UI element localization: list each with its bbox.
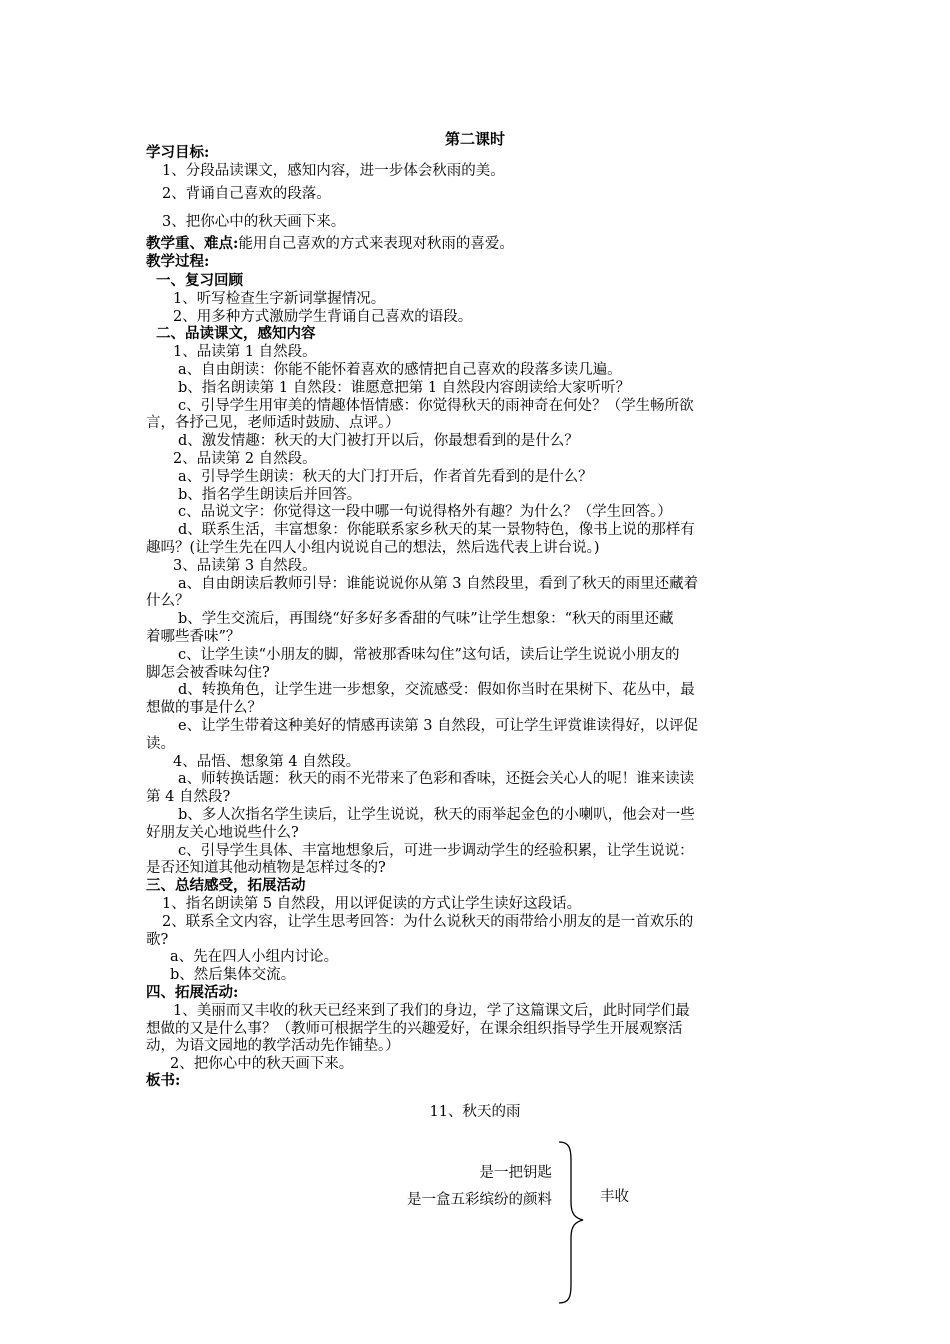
body-line: 4、品悟、想象第 4 自然段。 — [173, 754, 361, 770]
section-2-heading: 二、品读课文，感知内容 — [156, 325, 316, 342]
board-item-key: 是一把钥匙 — [479, 1165, 552, 1181]
board-item-paint: 是一盒五彩缤纷的颜料 — [407, 1192, 552, 1208]
body-line: a、引导学生朗读：秋天的大门打开后，作者首先看到的是什么？ — [178, 469, 593, 485]
objectives-heading: 学习目标: — [146, 144, 210, 161]
body-line: 脚怎会被香味勾住? — [146, 665, 270, 681]
body-line: a、师转换话题：秋天的雨不光带来了色彩和香味，还挺会关心人的呢！谁来读读 — [178, 771, 695, 787]
body-line: d、激发情趣：秋天的大门被打开以后，你最想看到的是什么？ — [178, 433, 579, 449]
body-line: a、先在四人小组内讨论。 — [170, 949, 339, 965]
body-line: d、联系生活，丰富想象：你能联系家乡秋天的某一景物特色，像书上说的那样有 — [178, 522, 695, 538]
body-line: 什么？ — [146, 593, 190, 609]
body-line: b、多人次指名学生读后，让学生说说，秋天的雨举起金色的小喇叭，他会对一些 — [178, 807, 695, 823]
body-line: 2、联系全文内容，让学生思考回答：为什么说秋天的雨带给小朋友的是一首欢乐的 — [162, 914, 694, 930]
body-line: b、学生交流后，再围绕“好多好多香甜的气味”让学生想象：“秋天的雨里还藏 — [178, 611, 674, 627]
body-line: 2、把你心中的秋天画下来。 — [170, 1056, 354, 1072]
body-line: 言，各抒己见，老师适时鼓励、点评。） — [146, 415, 400, 431]
body-line: b、然后集体交流。 — [170, 967, 296, 983]
body-line: 2、品读第 2 自然段。 — [173, 451, 317, 467]
body-line: 好朋友关心地说些什么? — [146, 825, 299, 841]
objective-2: 2、背诵自己喜欢的段落。 — [162, 186, 331, 202]
board-title: 11、秋天的雨 — [429, 1104, 521, 1120]
body-line: 歌? — [146, 932, 169, 948]
objective-1: 1、分段品读课文，感知内容，进一步体会秋雨的美。 — [162, 163, 505, 179]
body-line: 3、品读第 3 自然段。 — [173, 558, 317, 574]
section-4-heading: 四、拓展活动: — [146, 984, 239, 1001]
key-points — [146, 235, 514, 253]
body-line: 1、听写检查生字新词掌握情况。 — [173, 291, 386, 307]
body-line: a、自由朗读后教师引导：谁能说说你从第 3 自然段里，看到了秋天的雨里还藏着 — [178, 576, 699, 592]
body-line: a、自由朗读：你能不能怀着喜欢的感情把自己喜欢的段落多读几遍。 — [178, 362, 622, 378]
board-heading: 板书: — [146, 1072, 181, 1089]
body-line: 1、品读第 1 自然段。 — [173, 344, 317, 360]
body-line: 着哪些香味”？ — [146, 629, 241, 645]
body-line: b、指名朗读第 1 自然段：谁愿意把第 1 自然段内容朗读给大家听听？ — [178, 380, 631, 396]
body-line: b、指名学生朗读后并回答。 — [178, 487, 362, 503]
body-line: 1、美丽而又丰收的秋天已经来到了我们的身边，学了这篇课文后，此时同学们最 — [173, 1003, 690, 1019]
body-line: 是否还知道其他动植物是怎样过冬的? — [146, 860, 386, 876]
body-line: c、引导学生具体、丰富地想象后，可进一步调动学生的经验积累，让学生说说： — [178, 843, 694, 859]
body-line: 想做的又是什么事？（教师可根据学生的兴趣爱好，在课余组织指导学生开展观察活 — [146, 1021, 683, 1037]
section-1-heading: 一、复习回顾 — [156, 272, 243, 289]
process-heading: 教学过程: — [146, 253, 210, 270]
key-heading: 教学重、难点: — [146, 235, 239, 252]
board-harvest: 丰收 — [600, 1189, 629, 1205]
lesson-title: 第二课时 — [444, 130, 505, 148]
body-line: c、引导学生用审美的情趣体悟情感：你觉得秋天的雨神奇在何处？（学生畅所欲 — [178, 398, 694, 414]
body-line: 趣吗？(让学生先在四人小组内说说自己的想法，然后选代表上讲台说。) — [146, 540, 600, 556]
key-text: 能用自己喜欢的方式来表现对秋雨的喜爱。 — [238, 236, 514, 252]
body-line: 1、指名朗读第 5 自然段，用以评促读的方式让学生读好这段话。 — [162, 896, 582, 912]
body-line: 第 4 自然段? — [146, 789, 231, 805]
objective-3: 3、把你心中的秋天画下来。 — [162, 214, 346, 230]
body-line: 2、用多种方式激励学生背诵自己喜欢的语段。 — [173, 309, 473, 325]
body-line: c、让学生读“小朋友的脚，常被那香味勾住”这句话，读后让学生说说小朋友的 — [178, 647, 680, 663]
body-line: e、让学生带着这种美好的情感再读第 3 自然段，可让学生评赏谁读得好，以评促 — [178, 718, 699, 734]
body-line: 想做的事是什么？ — [146, 700, 262, 716]
section-3-heading: 三、总结感受，拓展活动 — [146, 877, 306, 894]
body-line: c、品说文字：你觉得这一段中哪一句说得格外有趣？为什么？（学生回答。） — [178, 504, 672, 520]
body-line: d、转换角色，让学生进一步想象，交流感受：假如你当时在果树下、花丛中，最 — [178, 682, 695, 698]
body-line: 读。 — [146, 736, 175, 752]
right-brace-icon — [553, 1140, 593, 1305]
body-line: 动，为语文园地的教学活动先作铺垫。） — [146, 1038, 400, 1054]
